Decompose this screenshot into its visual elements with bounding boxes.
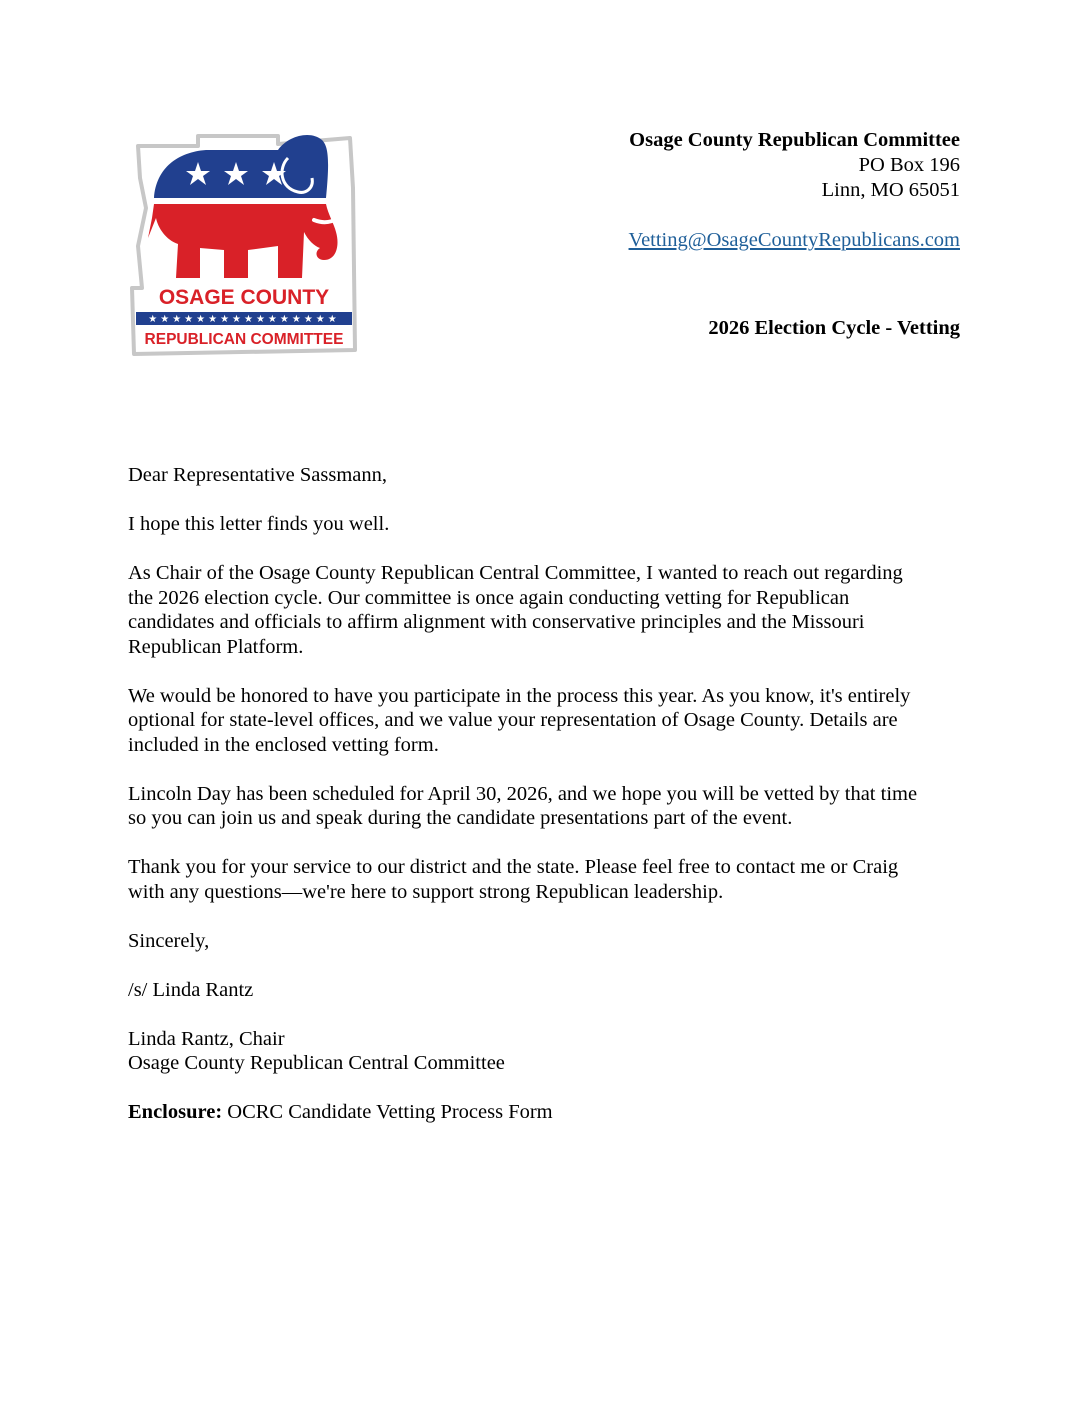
org-name: Osage County Republican Committee: [629, 129, 960, 151]
line: As Chair of the Osage County Republican Central Committee, I wanted to reach out regarding: [128, 562, 903, 584]
line: Thank you for your service to our district and the state. Please feel free to contact me or Craig: [128, 856, 899, 878]
paragraph-5: [128, 855, 968, 904]
line: included in the enclosed vetting form.: [128, 733, 439, 756]
enclosure-text: OCRC Candidate Vetting Process Form: [222, 1101, 553, 1123]
line: Lincoln Day has been scheduled for April 30, 2026, and we hope you will be vetted by that time: [128, 782, 918, 805]
line: candidates and officials to affirm alignment with conservative principles and the Missouri: [128, 611, 865, 633]
logo-star-strip: [148, 314, 339, 325]
logo-line2: REPUBLICAN COMMITTEE: [144, 331, 344, 348]
salutation: Dear Representative Sassmann,: [128, 464, 388, 486]
paragraph-3: [128, 684, 968, 758]
signature-block: [128, 1027, 968, 1076]
signer-org: Osage County Republican Central Committee: [128, 1052, 505, 1074]
line: so you can join us and speak during the candidate presentations part of the event.: [128, 807, 793, 829]
subject-line: 2026 Election Cycle - Vetting: [708, 317, 960, 339]
closing: Sincerely,: [128, 929, 210, 952]
email-link[interactable]: Vetting@OsageCountyRepublicans.com: [628, 229, 960, 251]
electronic-signature: /s/ Linda Rantz: [128, 978, 254, 1001]
paragraph-1: I hope this letter finds you well.: [128, 513, 390, 535]
letter-body: [128, 463, 968, 1149]
logo-line1: OSAGE COUNTY: [158, 286, 330, 309]
paragraph-4: [128, 782, 968, 831]
enclosure: [128, 1100, 968, 1125]
line: the 2026 election cycle. Our committee is once again conducting vetting for Republican: [128, 586, 850, 609]
address-line-1: PO Box 196: [858, 154, 960, 176]
line: We would be honored to have you participate in the process this year. As you know, it's entirely: [128, 684, 911, 707]
line: with any questions—we're here to support strong Republican leadership.: [128, 880, 724, 903]
svg-text:★★★★★★★★★★★★★★★★: ★★★★★★★★★★★★★★★★: [148, 314, 340, 325]
signer-name: Linda Rantz, Chair: [128, 1027, 285, 1050]
paragraph-2: [128, 561, 968, 659]
letterhead: [500, 128, 960, 341]
address-line-2: Linn, MO 65051: [821, 179, 960, 201]
osage-county-republican-logo: [128, 128, 360, 358]
enclosure-label: Enclosure:: [128, 1101, 223, 1123]
line: optional for state-level offices, and we value your representation of Osage County. Details are: [128, 709, 898, 731]
line: Republican Platform.: [128, 635, 304, 658]
